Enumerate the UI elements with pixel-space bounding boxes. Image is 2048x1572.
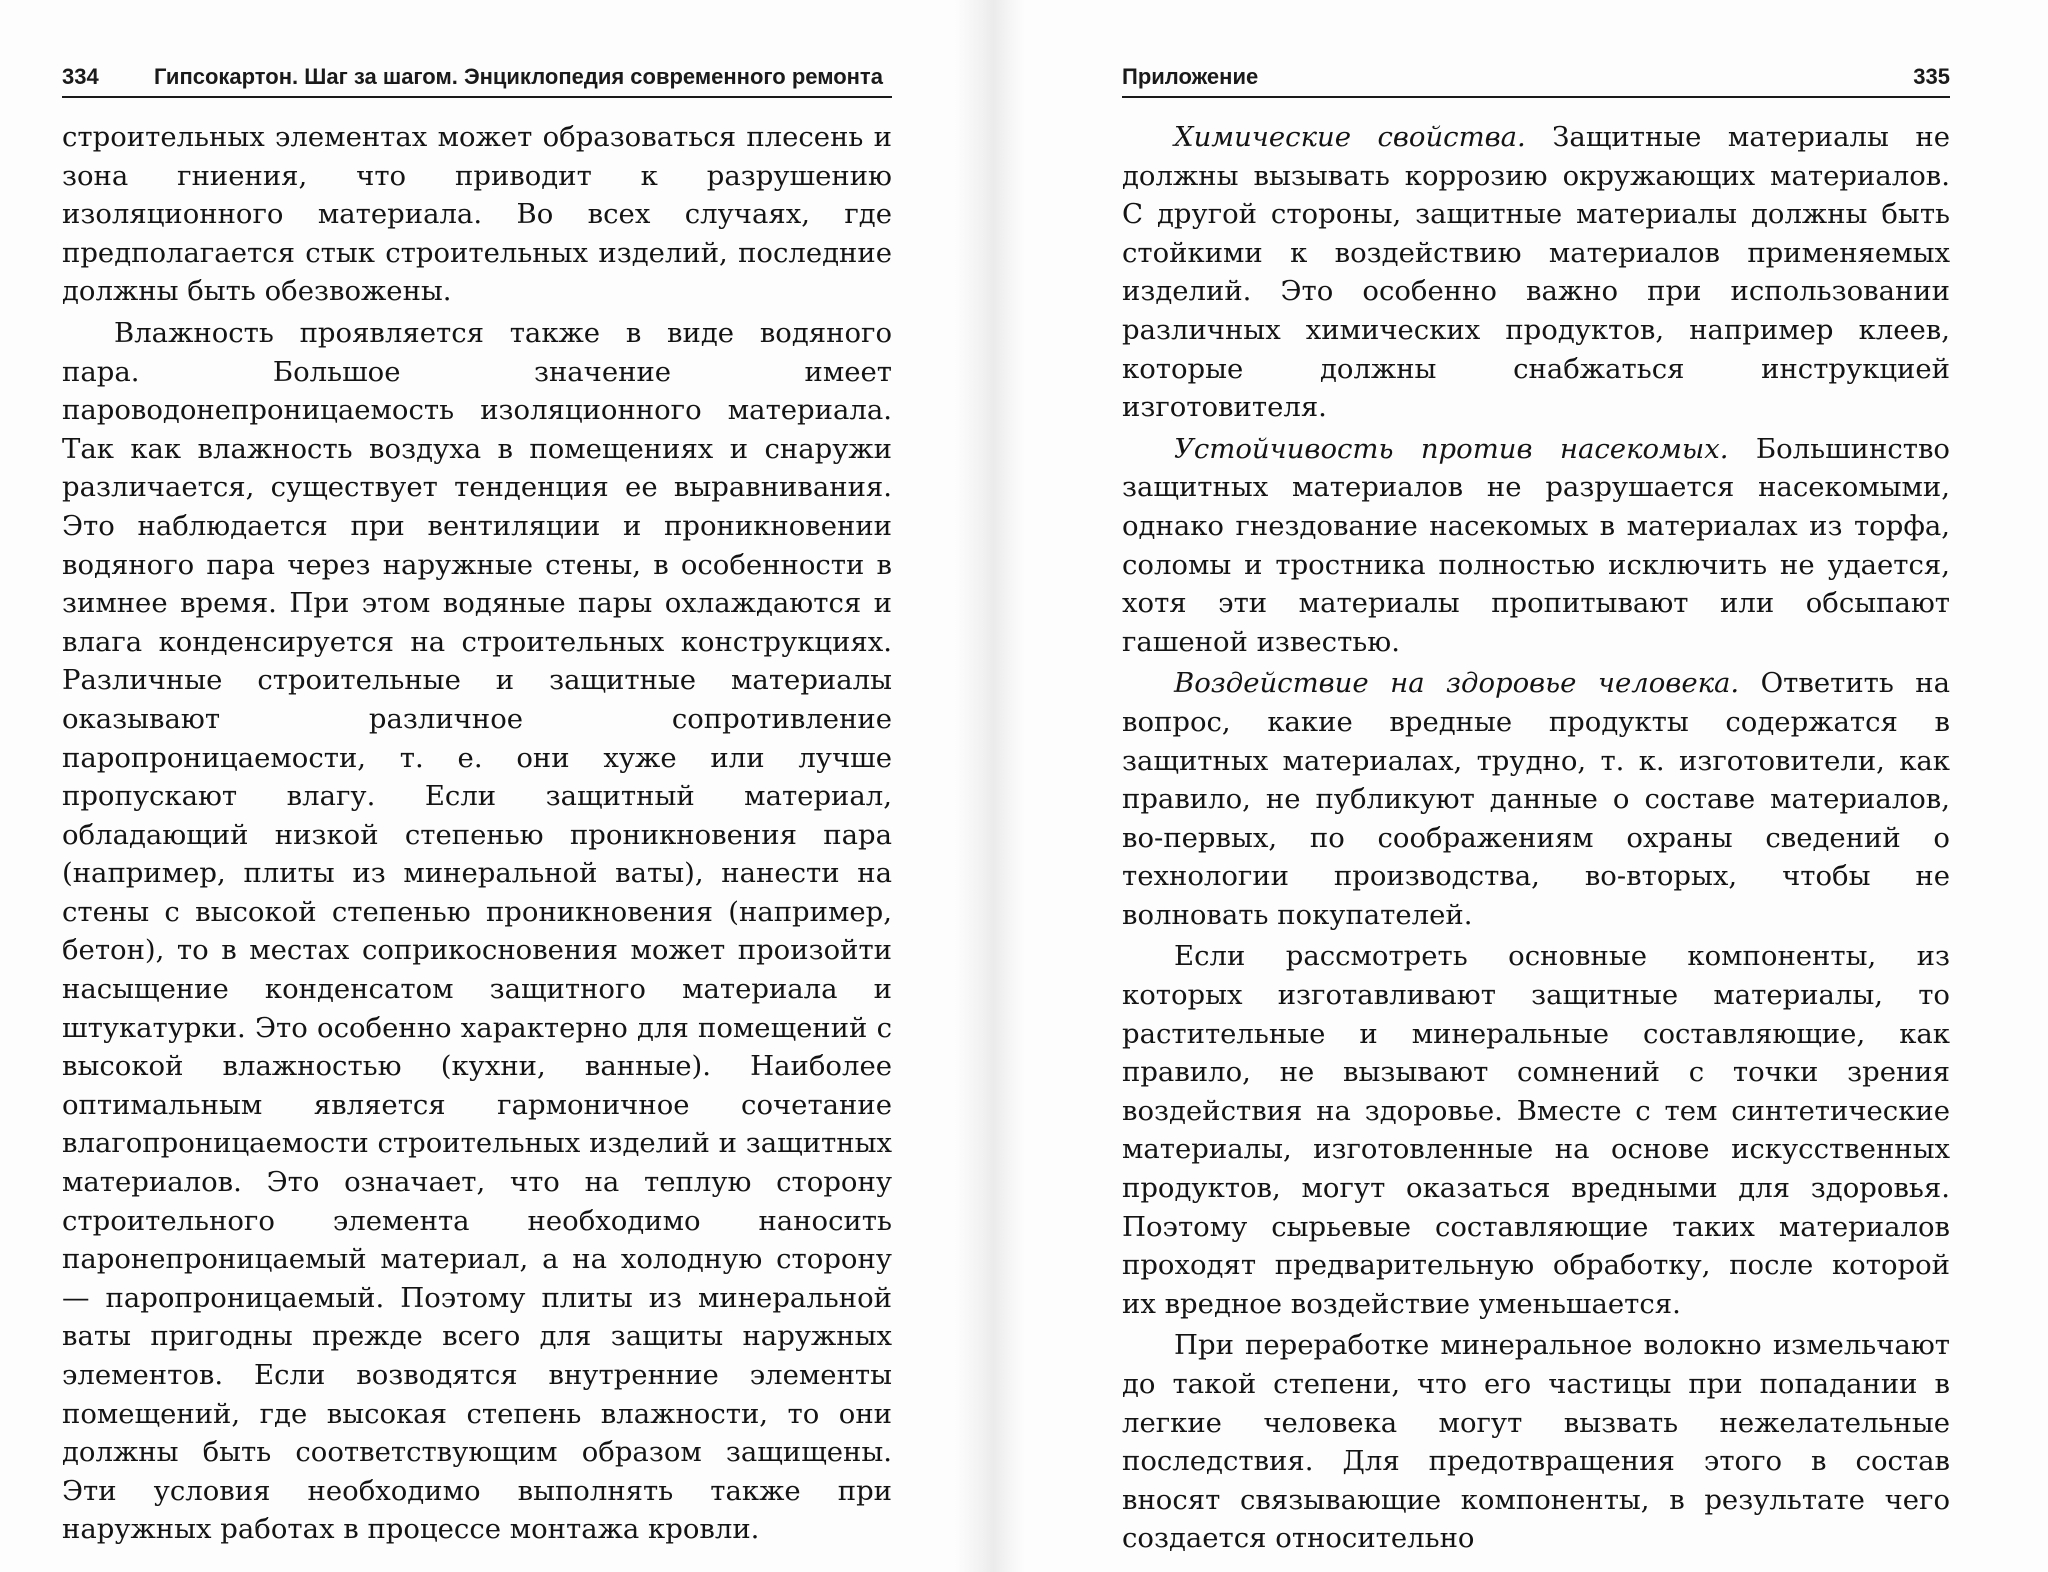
section-text: Большинство защитных материалов не разрушается насекомыми, однако гнездование насекомых в материалах из торфа, соломы и тростника полностью исключить не удается, хотя эти материалы пропитывают или обсыпают гашеной известью. (1122, 432, 1950, 658)
section-insect-resistance (1122, 430, 1950, 662)
right-page-header (1122, 58, 1950, 98)
left-paragraph-2: Влажность проявляется также в виде водяного пара. Большое значение имеет пароводонепроницаемость изоляционного материала. Так как влажность воздуха в помещениях и снаружи различается, существует тенденция ее выравнивания. Это наблюдается при вентиляции и проникновении водяного пара через наружные стены, в особенности в зимнее время. При этом водяные пары охлаждаются и влага конденсируется на строительных конструкциях. Различные строительные и защитные материалы оказывают различное сопротивление паропроницаемости, т. е. они хуже или лучше пропускают влагу. Если защитный материал, обладающий низкой степенью проникновения пара (например, плиты из минеральной ваты), нанести на стены с высокой степенью проникновения (например, бетон), то в местах соприкосновения может произойти насыщение конденсатом защитного материала и штукатурки. Это особенно характерно для помещений с высокой влажностью (кухни, ванные). Наиболее оптимальным является гармоничное сочетание влагопроницаемости строительных изделий и защитных материалов. Это означает, что на теплую сторону строительного элемента необходимо наносить паронепроницаемый материал, а на холодную сторону — паропроницаемый. Поэтому плиты из минеральной ваты пригодны прежде всего для защиты наружных элементов. Если возводятся внутренние элементы помещений, где высокая степень влажности, то они должны быть соответствующим образом защищены. Эти условия необходимо выполнять также при наружных работах в процессе монтажа кровли. (62, 316, 892, 1546)
right-page-body (1122, 118, 1950, 1561)
left-page-body (62, 118, 892, 1552)
left-page-number: 334 (62, 64, 99, 89)
right-paragraph-1: Если рассмотреть основные компоненты, из которых изготавливают защитные материалы, то растительные и минеральные составляющие, как правило, не вызывают сомнений с точки зрения воздействия на здоровье. Вместе с тем синтетические материалы, изготовленные на основе искусственных продуктов, могут оказаться вредными для здоровья. Поэтому сырьевые составляющие таких материалов проходят предварительную обработку, после которой их вредное воздействие уменьшается. (1122, 940, 1950, 1320)
right-page-number: 335 (1913, 64, 1950, 89)
right-page (1122, 0, 1950, 1572)
right-running-title: Приложение (1122, 64, 1259, 89)
left-paragraph-1: строительных элементах может образоваться плесень и зона гниения, что приводит к разрушению изоляционного материала. Во всех случаях, где предполагается стык строительных изделий, последние должны быть обезвожены. (62, 121, 892, 308)
left-running-title: Гипсокартон. Шаг за шагом. Энциклопедия современного ремонта (154, 64, 883, 89)
book-gutter (955, 0, 1025, 1572)
left-page-header (62, 58, 892, 98)
left-page (62, 0, 892, 1572)
right-paragraph-2: При переработке минеральное волокно измельчают до такой степени, что его частицы при попадании в легкие человека могут вызвать нежелательные последствия. Для предотвращения этого в состав вносят связывающие компоненты, в результате чего создается относительно (1122, 1329, 1950, 1555)
section-chemical-properties (1122, 118, 1950, 427)
section-health-impact (1122, 664, 1950, 934)
section-lead: Устойчивость против насекомых. (1174, 432, 1729, 465)
section-lead: Химические свойства. (1174, 121, 1526, 153)
section-text: Ответить на вопрос, какие вредные продукты содержатся в защитных материалах, трудно, т. к. изготовители, как правило, не публикуют данные о составе материалов, во-первых, по соображениям охраны сведений о технологии производства, во-вторых, чтобы не волновать покупателей. (1122, 667, 1950, 931)
section-lead: Воздействие на здоровье человека. (1174, 667, 1740, 700)
section-text: Защитные материалы не должны вызывать коррозию окружающих материалов. С другой стороны, защитные материалы должны быть стойкими к воздействию материалов применяемых изделий. Это особенно важно при использовании различных химических продуктов, например клеев, которые должны снабжаться инструкцией изготовителя. (1122, 121, 1950, 424)
